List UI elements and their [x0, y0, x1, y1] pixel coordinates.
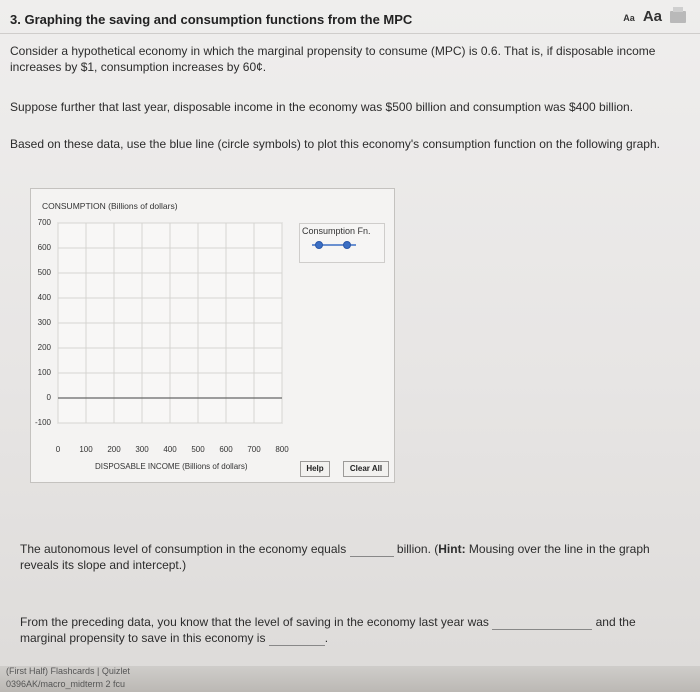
paragraph-instructions: Based on these data, use the blue line (circle symbols) to plot this economy's consumption function on the following graph. [10, 137, 660, 151]
y-tick-label: 0 [46, 393, 51, 402]
y-tick-label: -100 [34, 418, 51, 427]
print-icon[interactable] [670, 11, 686, 23]
period-text: . [324, 631, 329, 645]
x-tick-label: 700 [247, 445, 261, 454]
question-autonomous [20, 541, 670, 573]
title-divider [0, 33, 700, 34]
y-tick-label: 100 [37, 368, 51, 377]
autonomous-billion-text: billion. ( [396, 542, 439, 556]
clear-all-button[interactable]: Clear All [343, 461, 389, 477]
y-tick-label: 400 [37, 293, 51, 302]
autonomous-input[interactable] [350, 544, 394, 557]
x-axis-title: DISPOSABLE INCOME (Billions of dollars) [95, 462, 248, 471]
tab-url: 0396AK/macro_midterm 2 fcu [6, 679, 126, 689]
saving-text: From the preceding data, you know that the level of saving in the economy last year was [20, 615, 489, 629]
x-tick-label: 500 [191, 445, 205, 454]
x-tick-label: 400 [163, 445, 177, 454]
question-saving [20, 614, 680, 646]
x-tick-label: 100 [79, 445, 93, 454]
mps-text: and the marginal propensity to save in this economy is [20, 615, 636, 645]
legend [299, 223, 385, 263]
tab-title[interactable]: (First Half) Flashcards | Quizlet [6, 666, 130, 676]
consumption-line-tool-start[interactable] [316, 242, 323, 249]
hint-text: Mousing over the line in the graph reveals its slope and intercept.) [20, 542, 650, 572]
font-decrease-button[interactable]: Aa [623, 13, 635, 23]
x-tick-label: 800 [275, 445, 289, 454]
browser-tab-strip [0, 666, 700, 692]
paragraph-mpc: Consider a hypothetical economy in which the marginal propensity to consume (MPC) is 0.6. That is, if disposable income increases by $1, consumption increases by 60¢. [10, 44, 656, 74]
legend-label: Consumption Fn. [302, 226, 371, 236]
consumption-line-tool-end[interactable] [344, 242, 351, 249]
question-title: 3. Graphing the saving and consumption functions from the MPC [10, 12, 413, 27]
x-tick-label: 200 [107, 445, 121, 454]
hint-label: Hint: [438, 542, 466, 556]
help-button[interactable]: Help [300, 461, 330, 477]
graph-tool [30, 188, 395, 483]
x-tick-label: 0 [55, 445, 61, 454]
font-size-controls [623, 8, 686, 25]
x-tick-label: 600 [219, 445, 233, 454]
mps-input[interactable] [269, 633, 325, 646]
y-axis-title: CONSUMPTION (Billions of dollars) [42, 201, 178, 211]
y-tick-label: 300 [37, 318, 51, 327]
y-tick-label: 500 [37, 268, 51, 277]
autonomous-text: The autonomous level of consumption in the economy equals [20, 542, 347, 556]
y-tick-label: 700 [37, 218, 51, 227]
y-tick-label: 600 [37, 243, 51, 252]
x-tick-label: 300 [135, 445, 149, 454]
paragraph-last-year: Suppose further that last year, disposable income in the economy was $500 billion and consumption was $400 billion. [10, 100, 634, 114]
y-tick-label: 200 [37, 343, 51, 352]
saving-input[interactable] [492, 617, 592, 630]
font-increase-button[interactable]: Aa [642, 8, 662, 25]
